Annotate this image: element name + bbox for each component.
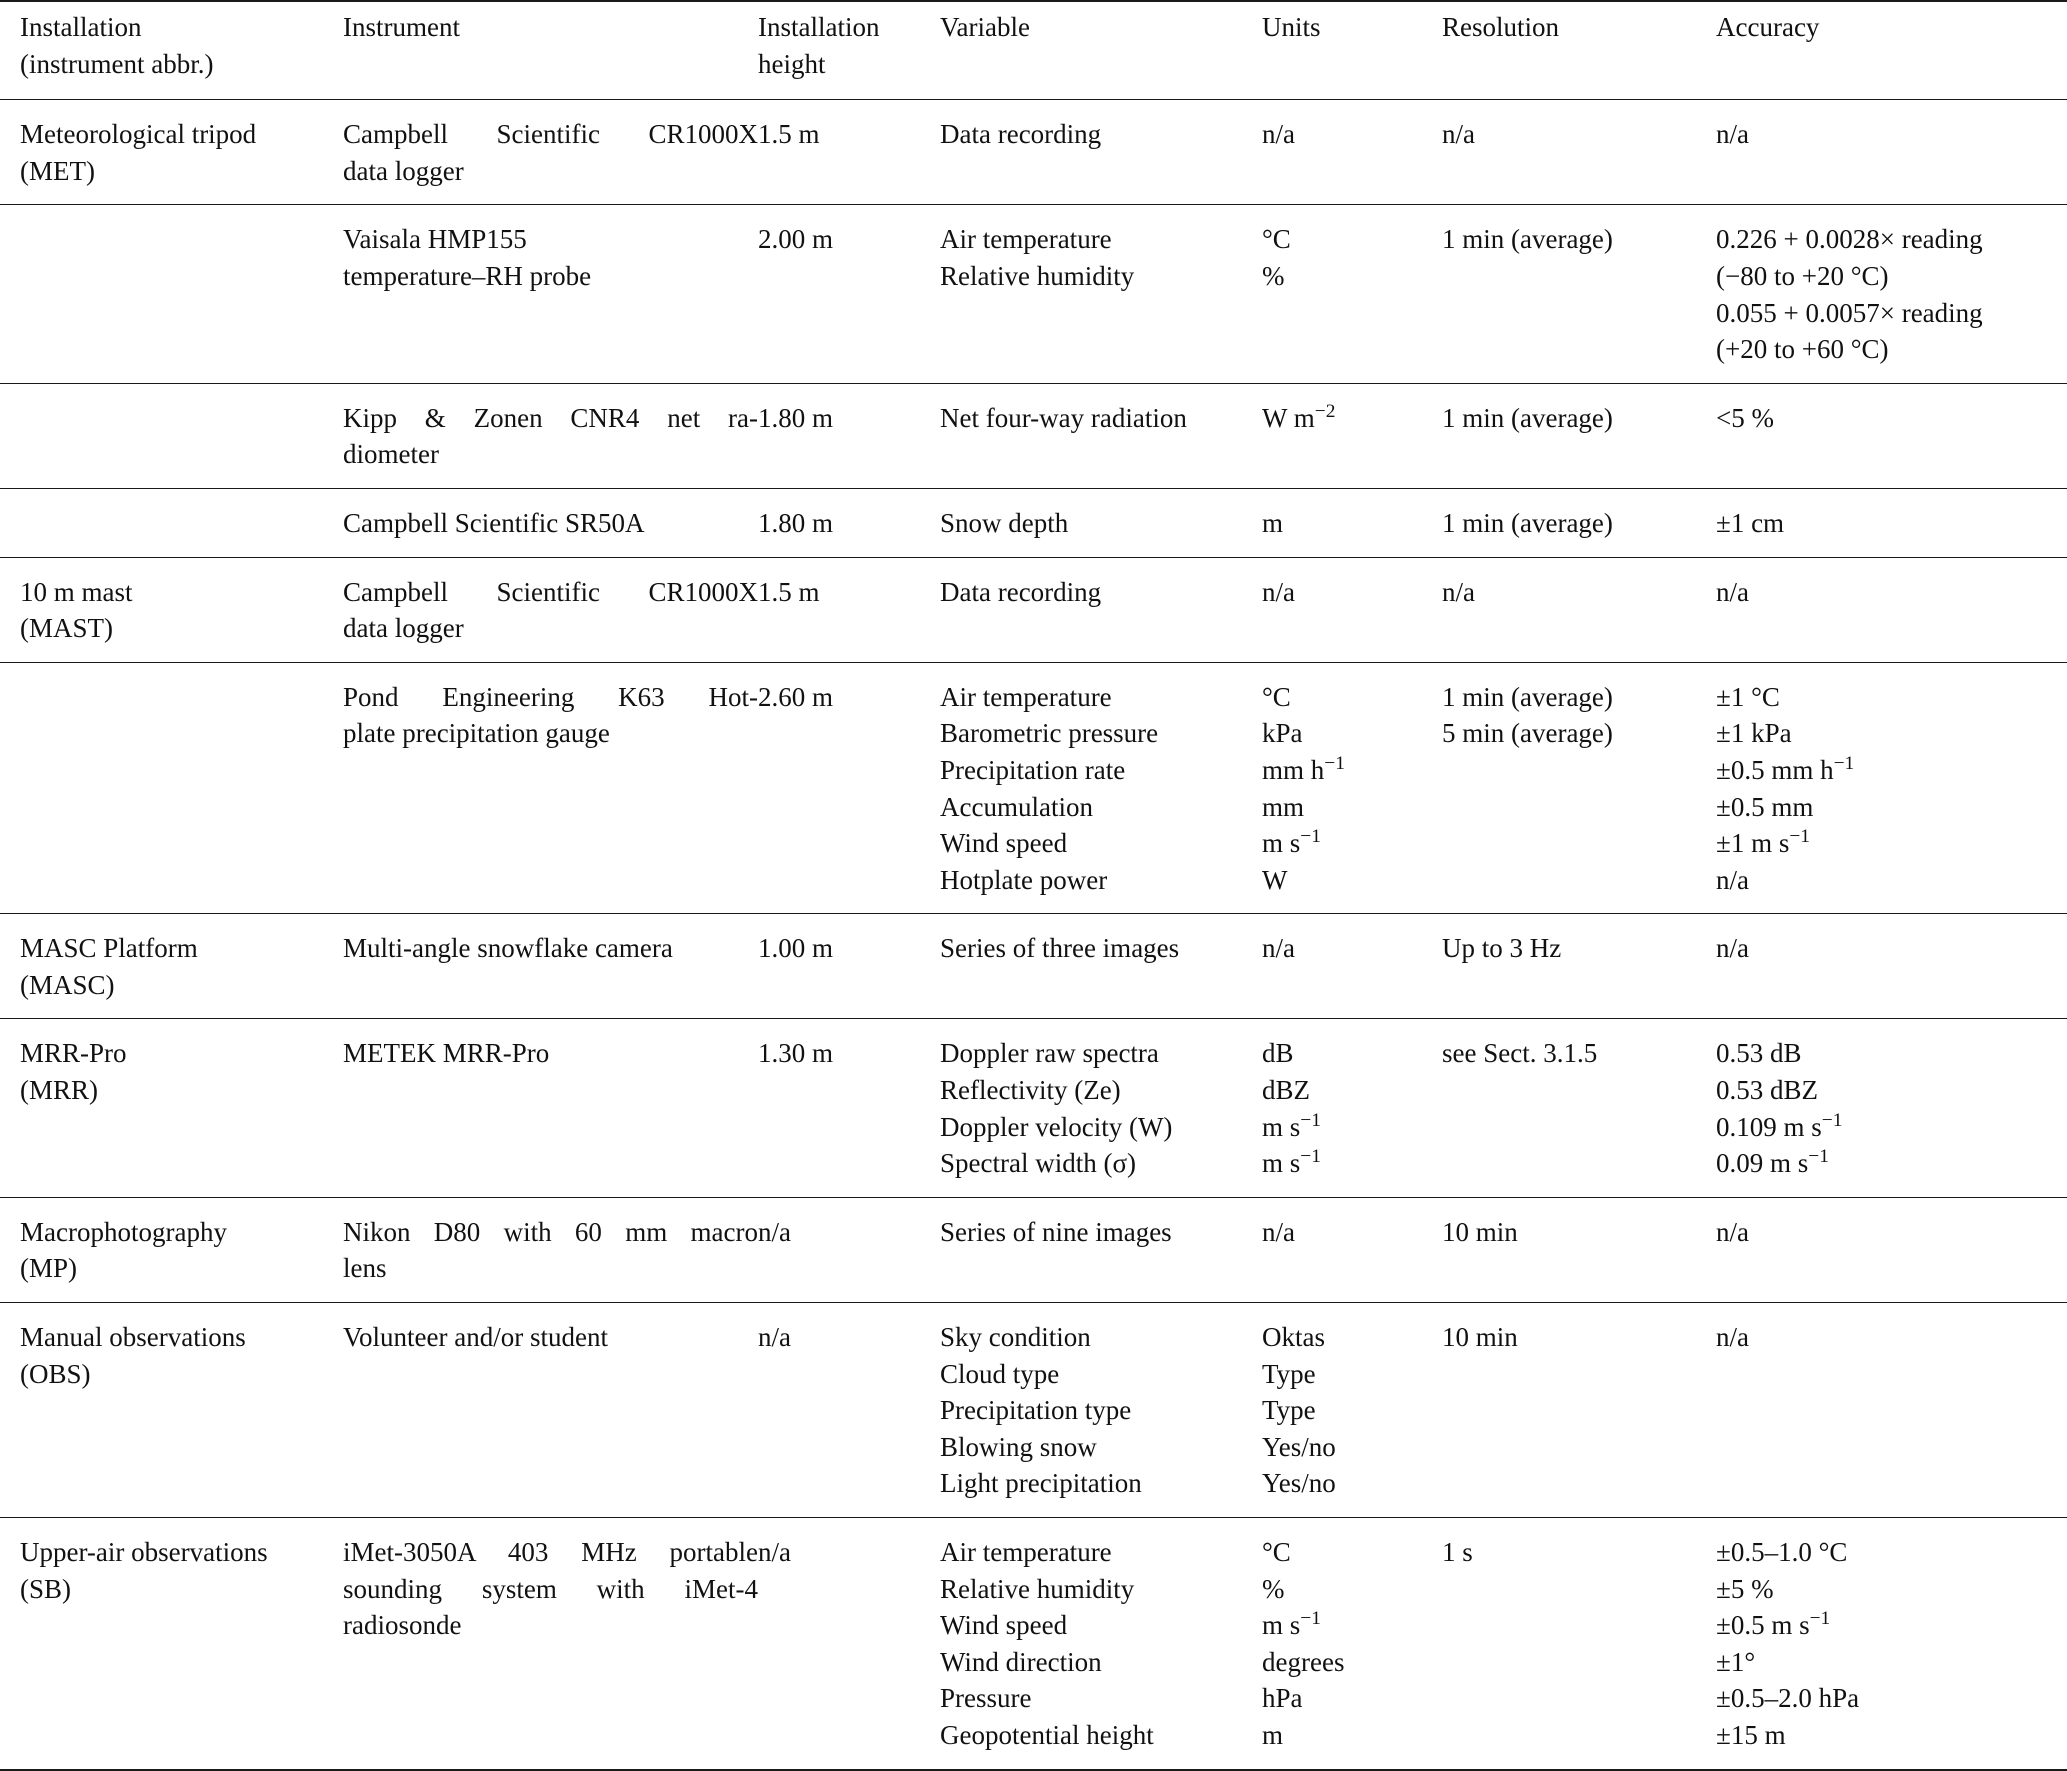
units-line: W $m^{-2}$ [1262,400,1336,433]
variable-line: Cloud type [940,1358,1060,1389]
units-line: % [1262,1573,1285,1604]
units-line: % [1262,260,1285,291]
cell-installation [0,662,343,914]
header-text: Installation [20,12,142,42]
cell-height [758,914,940,1019]
cell-variable [940,1197,1262,1302]
accuracy-line: 0.09 m $s^{-1}$ [1716,1146,1829,1179]
table-row [0,1019,2067,1197]
resolution-line: 10 min [1442,1322,1518,1353]
cell-installation [0,1019,343,1197]
instrument-line: Volunteer and/or student [343,1322,608,1353]
accuracy-line: <5 % [1716,402,1774,433]
header-units [1262,1,1442,100]
units-line: n/a [1262,1216,1295,1247]
units-line: hPa [1262,1683,1303,1714]
instrument-line: Multi-angle snowflake camera [343,933,673,964]
resolution-line: 1 min (average) [1442,402,1613,433]
accuracy-line: n/a [1716,1322,1749,1353]
cell-installation [0,1303,343,1518]
cell-installation [0,205,343,383]
units-line: °C [1262,1537,1291,1567]
cell-height [758,488,940,557]
units-line: n/a [1262,933,1295,964]
height-line: 1.80 m [758,402,834,433]
instrument-line: data logger [343,613,464,644]
cell-instrument [343,205,758,383]
cell-units [1262,1303,1442,1518]
cell-units [1262,1518,1442,1770]
header-height [758,1,940,100]
cell-units [1262,1019,1442,1197]
cell-resolution [1442,662,1716,914]
installation-line: (MP) [20,1253,78,1284]
height-line: n/a [758,1322,791,1353]
header-instrument [343,1,758,100]
cell-units [1262,205,1442,383]
table-row [0,557,2067,662]
units-line: Oktas [1262,1322,1325,1353]
cell-instrument [343,1197,758,1302]
accuracy-line: ±0.5–1.0 °C [1716,1537,1848,1567]
variable-line: Series of nine images [940,1216,1172,1247]
units-line: n/a [1262,576,1295,607]
variable-line: Relative humidity [940,260,1135,291]
cell-variable [940,914,1262,1019]
accuracy-line: n/a [1716,864,1749,895]
units-line: mm $h^{-1}$ [1262,752,1345,785]
header-text: Instrument [343,12,460,42]
cell-variable [940,662,1262,914]
cell-resolution [1442,100,1716,205]
accuracy-line: (+20 to +60 °C) [1716,334,1889,365]
instrument-line: Vaisala HMP155 [343,224,527,255]
units-line: Type [1262,1358,1316,1389]
units-line: kPa [1262,718,1303,749]
variable-line: Precipitation rate [940,754,1126,785]
header-row [0,1,2067,100]
header-text: Accuracy [1716,12,1820,42]
variable-line: Wind speed [940,828,1068,859]
resolution-line: n/a [1442,576,1475,607]
height-line: 1.5 m [758,119,820,150]
cell-resolution [1442,1019,1716,1197]
cell-variable [940,1303,1262,1518]
variable-line: Reflectivity (Ze) [940,1075,1121,1106]
units-line: Yes/no [1262,1431,1336,1462]
cell-accuracy [1716,1019,2067,1197]
units-line: m [1262,507,1284,538]
accuracy-line: ±1 °C [1716,681,1780,712]
cell-variable [940,557,1262,662]
installation-line: Macrophotography [20,1216,227,1247]
cell-installation [0,1518,343,1770]
cell-accuracy [1716,1303,2067,1518]
variable-line: Blowing snow [940,1431,1097,1462]
installation-line: (MAST) [20,613,113,644]
variable-line: Net four-way radiation [940,402,1187,433]
cell-units [1262,662,1442,914]
cell-variable [940,100,1262,205]
variable-line: Light precipitation [940,1468,1142,1499]
installation-line: (OBS) [20,1358,91,1389]
table-row [0,1197,2067,1302]
cell-height [758,662,940,914]
header-text: height [758,48,826,79]
accuracy-line: (−80 to +20 °C) [1716,260,1889,291]
variable-line: Spectral width (σ) [940,1148,1137,1179]
units-line: m $s^{-1}$ [1262,1109,1321,1142]
installation-line: (MET) [20,155,95,186]
cell-instrument [343,100,758,205]
cell-instrument [343,488,758,557]
variable-line: Doppler velocity (W) [940,1111,1173,1142]
variable-line: Wind speed [940,1610,1068,1641]
table-row [0,100,2067,205]
variable-line: Data recording [940,576,1102,607]
cell-instrument [343,1019,758,1197]
height-line: 2.00 m [758,224,834,255]
accuracy-line: 0.226 + 0.0028× reading [1716,224,1983,255]
variable-line: Air temperature [940,1537,1112,1567]
height-line: 1.80 m [758,507,834,538]
units-line: m $s^{-1}$ [1262,1608,1321,1641]
cell-accuracy [1716,557,2067,662]
cell-instrument [343,1518,758,1770]
resolution-line: Up to 3 Hz [1442,933,1562,964]
height-line: n/a [758,1216,791,1247]
table-row [0,488,2067,557]
installation-line: (SB) [20,1573,72,1604]
installation-line: Upper-air observations [20,1537,268,1567]
cell-units [1262,488,1442,557]
table-body [0,100,2067,1770]
accuracy-line: n/a [1716,576,1749,607]
header-text: (instrument abbr.) [20,48,214,79]
instrument-line: diometer [343,439,439,470]
instrument-line: sounding system with iMet-4 [343,1573,758,1604]
accuracy-line: ±0.5 m $s^{-1}$ [1716,1608,1831,1641]
variable-line: Hotplate power [940,864,1108,895]
instrument-line: radiosonde [343,1610,462,1641]
cell-variable [940,205,1262,383]
accuracy-line: ±1 m $s^{-1}$ [1716,826,1811,859]
units-line: °C [1262,224,1291,255]
header-installation [0,1,343,100]
cell-units [1262,383,1442,488]
accuracy-line: 0.53 dB [1716,1038,1802,1069]
variable-line: Pressure [940,1683,1032,1714]
installation-line: (MRR) [20,1075,99,1106]
instrument-line: METEK MRR-Pro [343,1038,550,1069]
instrument-line: Nikon D80 with 60 mm macro [343,1216,758,1247]
cell-resolution [1442,1518,1716,1770]
instrument-line: Campbell Scientific SR50A [343,507,645,538]
cell-height [758,383,940,488]
table-row [0,662,2067,914]
resolution-line: 10 min [1442,1216,1518,1247]
variable-line: Series of three images [940,933,1180,964]
header-variable [940,1,1262,100]
cell-variable [940,1518,1262,1770]
cell-resolution [1442,557,1716,662]
accuracy-line: n/a [1716,119,1749,150]
height-line: 1.30 m [758,1038,834,1069]
cell-height [758,100,940,205]
resolution-line: 1 min (average) [1442,681,1613,712]
units-line: n/a [1262,119,1295,150]
units-line: °C [1262,681,1291,712]
instrument-line: Campbell Scientific CR1000X [343,576,758,607]
instrument-line: Pond Engineering K63 Hot- [343,681,758,712]
units-line: dBZ [1262,1075,1311,1106]
variable-line: Sky condition [940,1322,1091,1353]
cell-accuracy [1716,100,2067,205]
instrument-line: plate precipitation gauge [343,718,610,749]
instrument-line: Campbell Scientific CR1000X [343,119,758,150]
units-line: dB [1262,1038,1294,1069]
variable-line: Wind direction [940,1646,1102,1677]
accuracy-line: ±0.5 mm $h^{-1}$ [1716,752,1855,785]
header-text: Variable [940,12,1030,42]
table-row [0,1303,2067,1518]
cell-units [1262,100,1442,205]
height-line: 2.60 m [758,681,834,712]
cell-accuracy [1716,1518,2067,1770]
accuracy-line: ±1 cm [1716,507,1785,538]
instrument-line: data logger [343,155,464,186]
installation-line: Meteorological tripod [20,119,257,150]
resolution-line: 1 min (average) [1442,507,1613,538]
cell-height [758,557,940,662]
accuracy-line: ±1° [1716,1646,1756,1677]
cell-installation [0,488,343,557]
cell-units [1262,1197,1442,1302]
cell-units [1262,914,1442,1019]
accuracy-line: ±1 kPa [1716,718,1792,749]
cell-height [758,1303,940,1518]
variable-line: Geopotential height [940,1719,1154,1750]
variable-line: Doppler raw spectra [940,1038,1159,1069]
resolution-line: 5 min (average) [1442,718,1613,749]
variable-line: Precipitation type [940,1395,1132,1426]
cell-accuracy [1716,1197,2067,1302]
cell-accuracy [1716,488,2067,557]
resolution-line: see Sect. 3.1.5 [1442,1038,1598,1069]
cell-accuracy [1716,383,2067,488]
accuracy-line: 0.055 + 0.0057× reading [1716,297,1983,328]
cell-instrument [343,662,758,914]
installation-line: MRR-Pro [20,1038,127,1069]
installation-line: 10 m mast [20,576,133,607]
cell-installation [0,383,343,488]
variable-line: Accumulation [940,791,1093,822]
units-line: m $s^{-1}$ [1262,1146,1321,1179]
cell-height [758,1518,940,1770]
header-resolution [1442,1,1716,100]
units-line: degrees [1262,1646,1345,1677]
cell-accuracy [1716,205,2067,383]
cell-resolution [1442,1197,1716,1302]
cell-variable [940,488,1262,557]
cell-resolution [1442,914,1716,1019]
instrument-line: lens [343,1253,387,1284]
variable-line: Air temperature [940,224,1112,255]
cell-variable [940,1019,1262,1197]
instrument-line: Kipp & Zonen CNR4 net ra- [343,402,758,433]
cell-height [758,205,940,383]
accuracy-line: ±15 m [1716,1719,1786,1750]
table-header [0,1,2067,100]
cell-instrument [343,557,758,662]
cell-units [1262,557,1442,662]
cell-instrument [343,1303,758,1518]
cell-resolution [1442,205,1716,383]
units-line: W [1262,864,1288,895]
units-line: m $s^{-1}$ [1262,826,1321,859]
accuracy-line: n/a [1716,1216,1749,1247]
cell-height [758,1197,940,1302]
table-row [0,205,2067,383]
height-line: 1.5 m [758,576,820,607]
resolution-line: 1 min (average) [1442,224,1613,255]
accuracy-line: ±5 % [1716,1573,1774,1604]
accuracy-line: ±0.5 mm [1716,791,1814,822]
resolution-line: n/a [1442,119,1475,150]
table-row [0,383,2067,488]
resolution-line: 1 s [1442,1537,1473,1567]
cell-installation [0,100,343,205]
instrument-line: iMet-3050A 403 MHz portable [343,1537,758,1567]
installation-line: Manual observations [20,1322,246,1353]
header-text: Units [1262,12,1321,42]
variable-line: Data recording [940,119,1102,150]
variable-line: Relative humidity [940,1573,1135,1604]
units-line: Type [1262,1395,1316,1426]
variable-line: Air temperature [940,681,1112,712]
cell-height [758,1019,940,1197]
instrument-line: temperature–RH probe [343,260,592,291]
height-line: n/a [758,1537,791,1567]
cell-accuracy [1716,914,2067,1019]
units-line: mm [1262,791,1305,822]
cell-installation [0,914,343,1019]
installation-line: MASC Platform [20,933,198,964]
accuracy-line: 0.109 m $s^{-1}$ [1716,1109,1843,1142]
cell-resolution [1442,383,1716,488]
accuracy-line: 0.53 dBZ [1716,1075,1819,1106]
cell-installation [0,1197,343,1302]
cell-instrument [343,914,758,1019]
units-line: Yes/no [1262,1468,1336,1499]
cell-resolution [1442,1303,1716,1518]
cell-instrument [343,383,758,488]
accuracy-line: n/a [1716,933,1749,964]
variable-line: Barometric pressure [940,718,1159,749]
header-accuracy [1716,1,2067,100]
header-text: Installation [758,12,880,42]
variable-line: Snow depth [940,507,1069,538]
table-row [0,1518,2067,1770]
installation-line: (MASC) [20,969,115,1000]
cell-variable [940,383,1262,488]
header-text: Resolution [1442,12,1560,42]
table-row [0,914,2067,1019]
accuracy-line: ±0.5–2.0 hPa [1716,1683,1860,1714]
height-line: 1.00 m [758,933,834,964]
cell-resolution [1442,488,1716,557]
units-line: m [1262,1719,1284,1750]
cell-installation [0,557,343,662]
cell-accuracy [1716,662,2067,914]
